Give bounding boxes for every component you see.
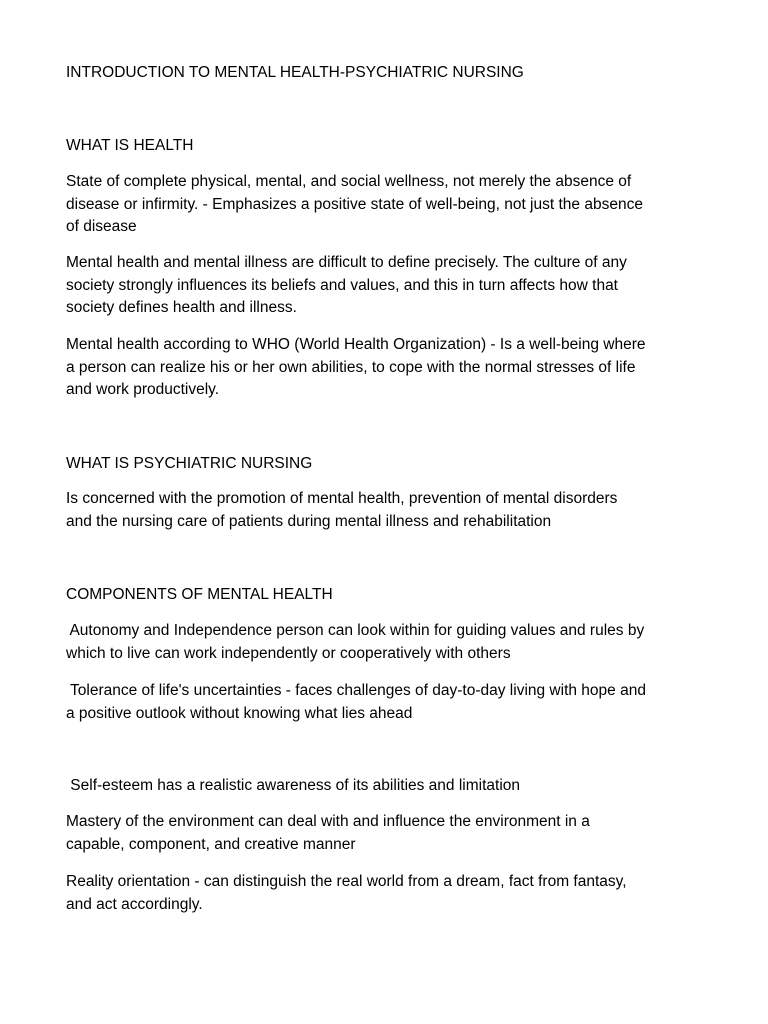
- text-line: society defines health and illness.: [66, 299, 297, 317]
- document-title: INTRODUCTION TO MENTAL HEALTH-PSYCHIATRIC NURSING: [66, 64, 524, 81]
- text-line: a person can realize his or her own abilities, to cope with the normal stresses of life: [66, 358, 636, 376]
- text-line: Self-esteem has a realistic awareness of its abilities and limitation: [66, 777, 521, 794]
- text-line: society strongly influences its beliefs and values, and this in turn affects how that: [66, 276, 618, 294]
- paragraph-mastery: [66, 811, 590, 856]
- text-line: State of complete physical, mental, and social wellness, not merely the absence of: [66, 173, 632, 190]
- text-line: of disease: [66, 218, 137, 236]
- text-line: a positive outlook without knowing what lies ahead: [66, 704, 413, 722]
- text-line: and work productively.: [66, 381, 220, 399]
- paragraph-self-esteem: [66, 775, 520, 798]
- paragraph-culture: [66, 252, 627, 320]
- text-line: Mastery of the environment can deal with and influence the environment in a: [66, 813, 590, 830]
- text-line: which to live can work independently or cooperatively with others: [66, 644, 511, 662]
- paragraph-health-definition: [66, 171, 643, 239]
- section-heading-psychiatric-nursing: WHAT IS PSYCHIATRIC NURSING: [66, 455, 313, 472]
- paragraph-tolerance: [66, 680, 646, 725]
- text-line: Mental health and mental illness are difficult to define precisely. The culture of any: [66, 254, 627, 271]
- text-line: Reality orientation - can distinguish the real world from a dream, fact from fantasy,: [66, 873, 627, 890]
- text-line: capable, component, and creative manner: [66, 835, 356, 853]
- text-line: and the nursing care of patients during mental illness and rehabilitation: [66, 512, 552, 530]
- paragraph-reality-orientation: [66, 871, 627, 916]
- text-line: Is concerned with the promotion of mental health, prevention of mental disorders: [66, 490, 618, 507]
- paragraph-who-definition: [66, 334, 646, 402]
- text-line: and act accordingly.: [66, 895, 203, 913]
- text-line: disease or infirmity. - Emphasizes a positive state of well-being, not just the absence: [66, 195, 643, 213]
- text-line: Tolerance of life's uncertainties - faces challenges of day-to-day living with hope and: [66, 682, 646, 699]
- section-heading-health: WHAT IS HEALTH: [66, 137, 194, 154]
- section-heading-components: COMPONENTS OF MENTAL HEALTH: [66, 586, 333, 603]
- text-line: Autonomy and Independence person can look within for guiding values and rules by: [66, 622, 645, 639]
- paragraph-autonomy: [66, 620, 644, 665]
- paragraph-psychiatric-nursing: [66, 488, 617, 533]
- text-line: Mental health according to WHO (World Health Organization) - Is a well-being where: [66, 336, 646, 353]
